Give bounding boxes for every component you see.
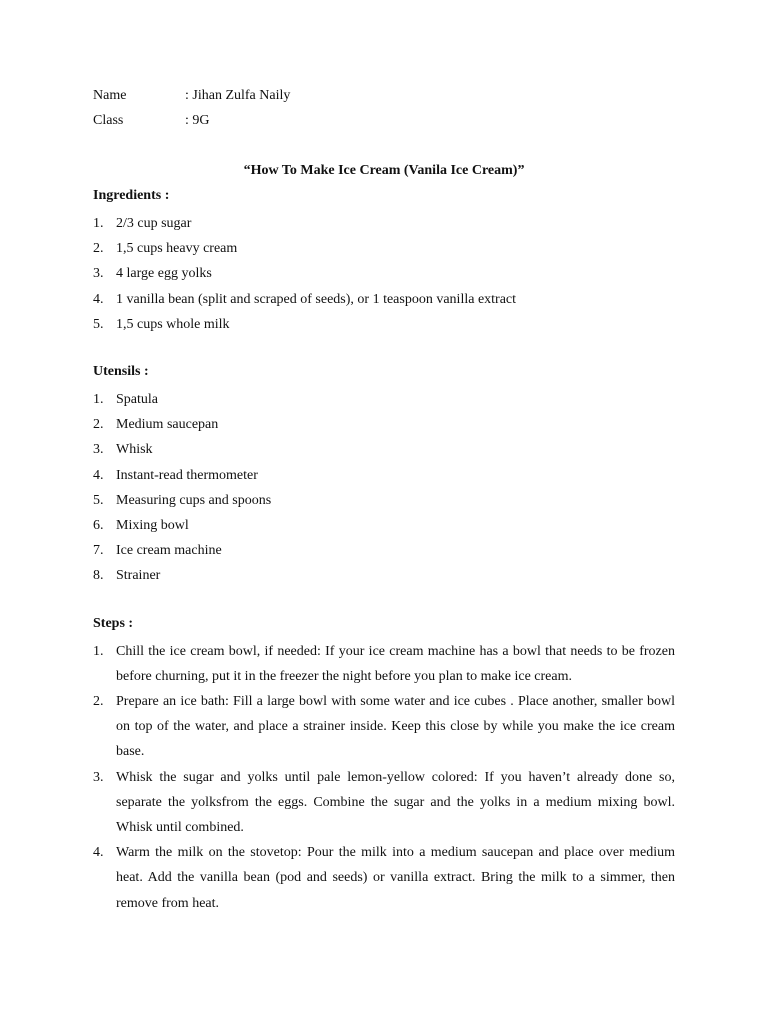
item-number: 7. — [93, 543, 104, 559]
item-number: 8. — [93, 568, 104, 584]
item-number: 1. — [93, 392, 104, 408]
item-number: 1. — [93, 216, 104, 231]
list-item — [93, 312, 675, 337]
item-text: Mixing bowl — [116, 518, 189, 534]
item-text: 4 large egg yolks — [116, 266, 212, 282]
item-text: Warm the milk on the stovetop: Pour the milk into a medium saucepan and place over medium heat. Add the vanilla bean (pod and seeds) or vanilla extract. Bring the milk to a simmer, then remove from heat. — [116, 845, 675, 911]
list-item — [93, 412, 675, 437]
list-item — [93, 840, 675, 916]
item-number: 6. — [93, 518, 104, 534]
class-value: : 9G — [185, 113, 210, 128]
list-item — [93, 488, 675, 513]
item-number: 2. — [93, 417, 104, 433]
item-text: Whisk — [116, 442, 153, 458]
steps-list — [93, 639, 675, 916]
item-text: Ice cream machine — [116, 543, 222, 559]
ingredients-list — [93, 211, 675, 337]
list-item — [93, 689, 675, 765]
list-item — [93, 463, 675, 488]
item-text: Instant-read thermometer — [116, 467, 258, 483]
list-item — [93, 538, 675, 563]
name-label: Name — [93, 88, 127, 103]
item-text: 1,5 cups whole milk — [116, 316, 230, 332]
item-text: Chill the ice cream bowl, if needed: If your ice cream machine has a bowl that needs to be frozen before churning, put it in the freezer the night before you plan to make ice cream. — [116, 643, 675, 684]
item-number: 1. — [93, 643, 104, 659]
item-number: 5. — [93, 492, 104, 508]
document-page — [93, 86, 675, 916]
class-label: Class — [93, 113, 124, 128]
item-number: 2. — [93, 241, 104, 257]
item-text: Spatula — [116, 392, 158, 408]
list-item — [93, 387, 675, 412]
spacer — [93, 589, 675, 614]
list-item — [93, 261, 675, 286]
item-text: 1 vanilla bean (split and scraped of seeds), or 1 teaspoon vanilla extract — [116, 291, 517, 307]
item-text: Medium saucepan — [116, 417, 219, 433]
item-text: Whisk the sugar and yolks until pale lemon-yellow colored: If you haven’t already done so, separate the yolksfrom the eggs. Combine the sugar and the yolks in a medium mixing bowl. Whisk until combined. — [116, 769, 675, 836]
list-item — [93, 211, 675, 236]
item-number: 3. — [93, 442, 104, 458]
item-text: 2/3 cup sugar — [116, 216, 192, 231]
name-row — [93, 86, 675, 111]
document-title: “How To Make Ice Cream (Vanila Ice Cream)” — [243, 163, 525, 178]
list-item — [93, 639, 675, 689]
list-item — [93, 513, 675, 538]
class-row — [93, 111, 675, 136]
item-text: Prepare an ice bath: Fill a large bowl with some water and ice cubes . Place another, smaller bowl on top of the water, and place a strainer inside. Keep this close by while you make the ice cream base. — [116, 694, 675, 760]
item-number: 4. — [93, 845, 104, 861]
item-text: Measuring cups and spoons — [116, 492, 272, 508]
list-item — [93, 287, 675, 312]
item-number: 2. — [93, 694, 104, 710]
ingredients-heading: Ingredients : — [93, 188, 170, 203]
item-number: 4. — [93, 291, 104, 307]
item-text: 1,5 cups heavy cream — [116, 241, 238, 257]
list-item — [93, 236, 675, 261]
list-item — [93, 437, 675, 462]
list-item — [93, 563, 675, 588]
utensils-list — [93, 387, 675, 589]
item-text: Strainer — [116, 568, 161, 584]
name-value: : Jihan Zulfa Naily — [185, 88, 291, 103]
spacer — [93, 337, 675, 362]
item-number: 4. — [93, 467, 104, 483]
item-number: 3. — [93, 769, 104, 785]
item-number: 3. — [93, 266, 104, 282]
list-item — [93, 765, 675, 841]
item-number: 5. — [93, 316, 104, 332]
steps-heading: Steps : — [93, 615, 134, 631]
utensils-heading: Utensils : — [93, 364, 149, 380]
